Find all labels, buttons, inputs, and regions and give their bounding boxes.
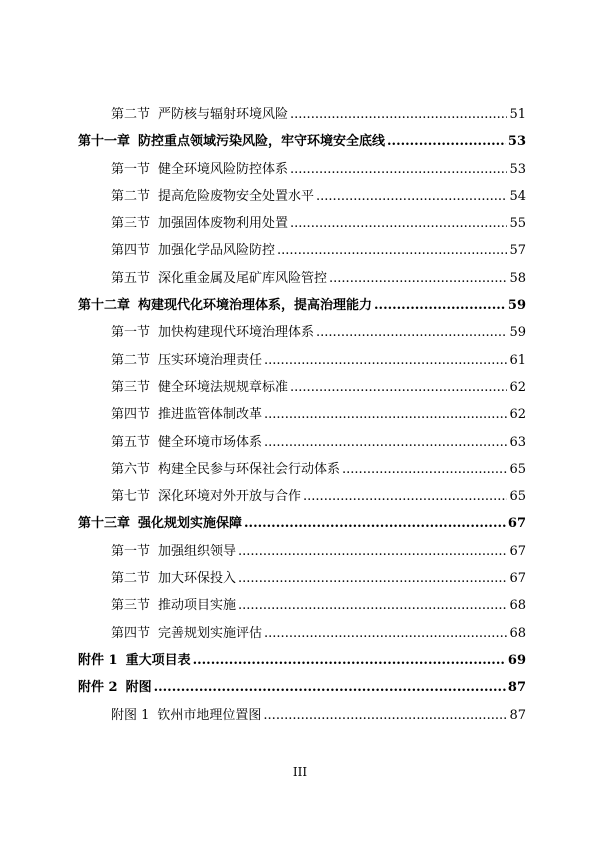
toc-entry-label bbox=[111, 431, 262, 450]
toc-section-entry[interactable] bbox=[78, 622, 526, 649]
toc-entry-label bbox=[111, 458, 340, 477]
toc-entry-title: 加大环保投入 bbox=[158, 571, 237, 587]
toc-entry-page: 53 bbox=[509, 161, 526, 177]
toc-entry-title: 构建现代化环境治理体系，提高治理能力 bbox=[138, 298, 373, 314]
toc-entry-page: 53 bbox=[507, 134, 526, 150]
toc-leader-dots bbox=[193, 653, 506, 668]
toc-section-entry[interactable] bbox=[78, 267, 526, 294]
toc-entry-title: 加快构建现代环境治理体系 bbox=[158, 325, 315, 341]
toc-entry-number: 第六节 bbox=[111, 461, 151, 477]
toc-leader-dots bbox=[264, 626, 507, 641]
toc-entry-title: 防控重点领域污染风险，牢守环境安全底线 bbox=[138, 134, 386, 150]
toc-entry-title: 健全环境风险防控体系 bbox=[158, 161, 289, 177]
toc-entry-title: 推进监管体制改革 bbox=[158, 407, 263, 423]
toc-entry-title: 加强组织领导 bbox=[158, 543, 237, 559]
toc-entry-number: 第四节 bbox=[111, 407, 151, 423]
toc-entry-number: 第二节 bbox=[111, 352, 151, 368]
toc-entry-number: 第一节 bbox=[111, 161, 151, 177]
toc-entry-label bbox=[111, 212, 288, 231]
toc-entry-label bbox=[111, 267, 327, 286]
toc-entry-page: 65 bbox=[509, 461, 526, 477]
toc-leader-dots bbox=[264, 435, 507, 450]
toc-leader-dots bbox=[263, 708, 507, 723]
table-of-contents bbox=[78, 103, 526, 731]
toc-entry-number: 第十三章 bbox=[78, 516, 131, 532]
toc-entry-number: 附件 1 bbox=[78, 652, 118, 668]
toc-entry-number: 第十一章 bbox=[78, 134, 131, 150]
toc-leader-dots bbox=[277, 243, 507, 258]
toc-leader-dots bbox=[154, 680, 506, 695]
toc-leader-dots bbox=[244, 516, 506, 531]
toc-entry-number: 第十二章 bbox=[78, 298, 131, 314]
toc-leader-dots bbox=[290, 216, 507, 231]
toc-leader-dots bbox=[303, 489, 507, 504]
toc-entry-number: 第五节 bbox=[111, 270, 151, 286]
toc-entry-number: 第三节 bbox=[111, 216, 151, 232]
page-number: III bbox=[292, 765, 308, 779]
toc-entry-title: 压实环境治理责任 bbox=[158, 352, 263, 368]
toc-entry-number: 附件 2 bbox=[78, 680, 118, 696]
toc-section-entry[interactable] bbox=[78, 540, 526, 567]
toc-entry-label bbox=[111, 185, 314, 204]
toc-entry-label bbox=[78, 512, 242, 531]
toc-entry-label bbox=[78, 676, 152, 695]
toc-entry-label bbox=[111, 622, 262, 641]
toc-entry-title: 强化规划实施保障 bbox=[138, 516, 243, 532]
toc-entry-title: 加强固体废物利用处置 bbox=[158, 216, 289, 232]
toc-entry-title: 提高危险废物安全处置水平 bbox=[158, 188, 315, 204]
toc-section-entry[interactable] bbox=[78, 594, 526, 621]
toc-entry-page: 87 bbox=[507, 680, 526, 696]
toc-section-entry[interactable] bbox=[78, 212, 526, 239]
toc-entry-number: 第五节 bbox=[111, 434, 151, 450]
toc-section-entry[interactable] bbox=[78, 485, 526, 512]
toc-leader-dots bbox=[264, 353, 507, 368]
toc-leader-dots bbox=[316, 189, 507, 204]
toc-entry-label bbox=[111, 321, 314, 340]
toc-entry-label bbox=[111, 103, 288, 122]
toc-entry-page: 54 bbox=[509, 188, 526, 204]
toc-section-entry[interactable] bbox=[78, 349, 526, 376]
toc-entry-label bbox=[111, 403, 262, 422]
toc-entry-number: 第四节 bbox=[111, 243, 151, 259]
toc-entry-number: 第一节 bbox=[111, 543, 151, 559]
toc-chapter-entry[interactable] bbox=[78, 294, 526, 321]
toc-entry-title: 构建全民参与环保社会行动体系 bbox=[158, 461, 341, 477]
toc-entry-title: 深化重金属及尾矿库风险管控 bbox=[158, 270, 328, 286]
toc-entry-label bbox=[111, 567, 236, 586]
toc-entry-label bbox=[78, 294, 372, 313]
toc-leader-dots bbox=[290, 380, 507, 395]
toc-section-entry[interactable] bbox=[78, 458, 526, 485]
toc-section-entry[interactable] bbox=[78, 103, 526, 130]
toc-entry-title: 健全环境法规规章标准 bbox=[158, 379, 289, 395]
toc-leader-dots bbox=[342, 462, 507, 477]
toc-entry-title: 加强化学品风险防控 bbox=[158, 243, 276, 259]
toc-section-entry[interactable] bbox=[78, 321, 526, 348]
toc-entry-page: 67 bbox=[509, 543, 526, 559]
toc-entry-label bbox=[111, 239, 275, 258]
toc-entry-title: 附图 bbox=[125, 680, 152, 696]
toc-entry-page: 51 bbox=[509, 107, 526, 122]
toc-entry-label bbox=[111, 594, 236, 613]
toc-entry-page: 63 bbox=[509, 434, 526, 450]
toc-leader-dots bbox=[238, 598, 507, 613]
toc-entry-page: 67 bbox=[509, 571, 526, 587]
toc-entry-number: 第二节 bbox=[111, 188, 151, 204]
toc-leader-dots bbox=[329, 271, 507, 286]
toc-leader-dots bbox=[387, 134, 506, 149]
toc-chapter-entry[interactable] bbox=[78, 130, 526, 157]
toc-entry-page: 62 bbox=[509, 379, 526, 395]
toc-entry-number: 第二节 bbox=[111, 571, 151, 587]
toc-leader-dots bbox=[290, 107, 507, 122]
toc-leader-dots bbox=[238, 544, 507, 559]
toc-leader-dots bbox=[316, 325, 507, 340]
toc-entry-number: 第二节 bbox=[111, 107, 151, 122]
toc-chapter-entry[interactable] bbox=[78, 676, 526, 703]
toc-entry-label bbox=[111, 485, 301, 504]
toc-entry-number: 第七节 bbox=[111, 489, 151, 505]
toc-entry-number: 第四节 bbox=[111, 625, 151, 641]
toc-section-entry[interactable] bbox=[78, 704, 526, 731]
toc-section-entry[interactable] bbox=[78, 239, 526, 266]
toc-section-entry[interactable] bbox=[78, 431, 526, 458]
toc-section-entry[interactable] bbox=[78, 376, 526, 403]
toc-entry-page: 55 bbox=[509, 216, 526, 232]
toc-entry-page: 57 bbox=[509, 243, 526, 259]
toc-entry-title: 重大项目表 bbox=[125, 652, 191, 668]
toc-leader-dots bbox=[374, 298, 506, 313]
toc-entry-label bbox=[111, 158, 288, 177]
toc-entry-number: 附图 1 bbox=[111, 707, 150, 723]
toc-entry-title: 推动项目实施 bbox=[158, 598, 237, 614]
toc-entry-title: 完善规划实施评估 bbox=[158, 625, 263, 641]
toc-section-entry[interactable] bbox=[78, 403, 526, 430]
toc-entry-title: 钦州市地理位置图 bbox=[157, 707, 262, 723]
toc-entry-page: 59 bbox=[507, 298, 526, 314]
toc-entry-page: 68 bbox=[509, 598, 526, 614]
toc-entry-page: 68 bbox=[509, 625, 526, 641]
toc-entry-label bbox=[111, 349, 262, 368]
toc-section-entry[interactable] bbox=[78, 158, 526, 185]
toc-chapter-entry[interactable] bbox=[78, 512, 526, 539]
toc-entry-page: 62 bbox=[509, 407, 526, 423]
toc-entry-title: 健全环境市场体系 bbox=[158, 434, 263, 450]
toc-entry-label bbox=[111, 540, 236, 559]
toc-entry-page: 69 bbox=[507, 652, 526, 668]
toc-section-entry[interactable] bbox=[78, 567, 526, 594]
toc-entry-page: 87 bbox=[509, 707, 526, 723]
toc-entry-page: 61 bbox=[509, 352, 526, 368]
toc-entry-number: 第三节 bbox=[111, 379, 151, 395]
toc-leader-dots bbox=[264, 407, 507, 422]
toc-leader-dots bbox=[290, 162, 507, 177]
toc-entry-page: 58 bbox=[509, 270, 526, 286]
toc-section-entry[interactable] bbox=[78, 185, 526, 212]
toc-entry-page: 67 bbox=[507, 516, 526, 532]
toc-entry-label bbox=[111, 376, 288, 395]
toc-entry-page: 59 bbox=[509, 325, 526, 341]
toc-entry-title: 严防核与辐射环境风险 bbox=[158, 107, 289, 122]
toc-chapter-entry[interactable] bbox=[78, 649, 526, 676]
toc-entry-label bbox=[78, 130, 385, 149]
toc-entry-title: 深化环境对外开放与合作 bbox=[158, 489, 302, 505]
toc-entry-label bbox=[78, 649, 191, 668]
toc-entry-number: 第一节 bbox=[111, 325, 151, 341]
toc-entry-label bbox=[111, 704, 261, 723]
toc-leader-dots bbox=[238, 571, 507, 586]
toc-entry-number: 第三节 bbox=[111, 598, 151, 614]
toc-entry-page: 65 bbox=[509, 489, 526, 505]
